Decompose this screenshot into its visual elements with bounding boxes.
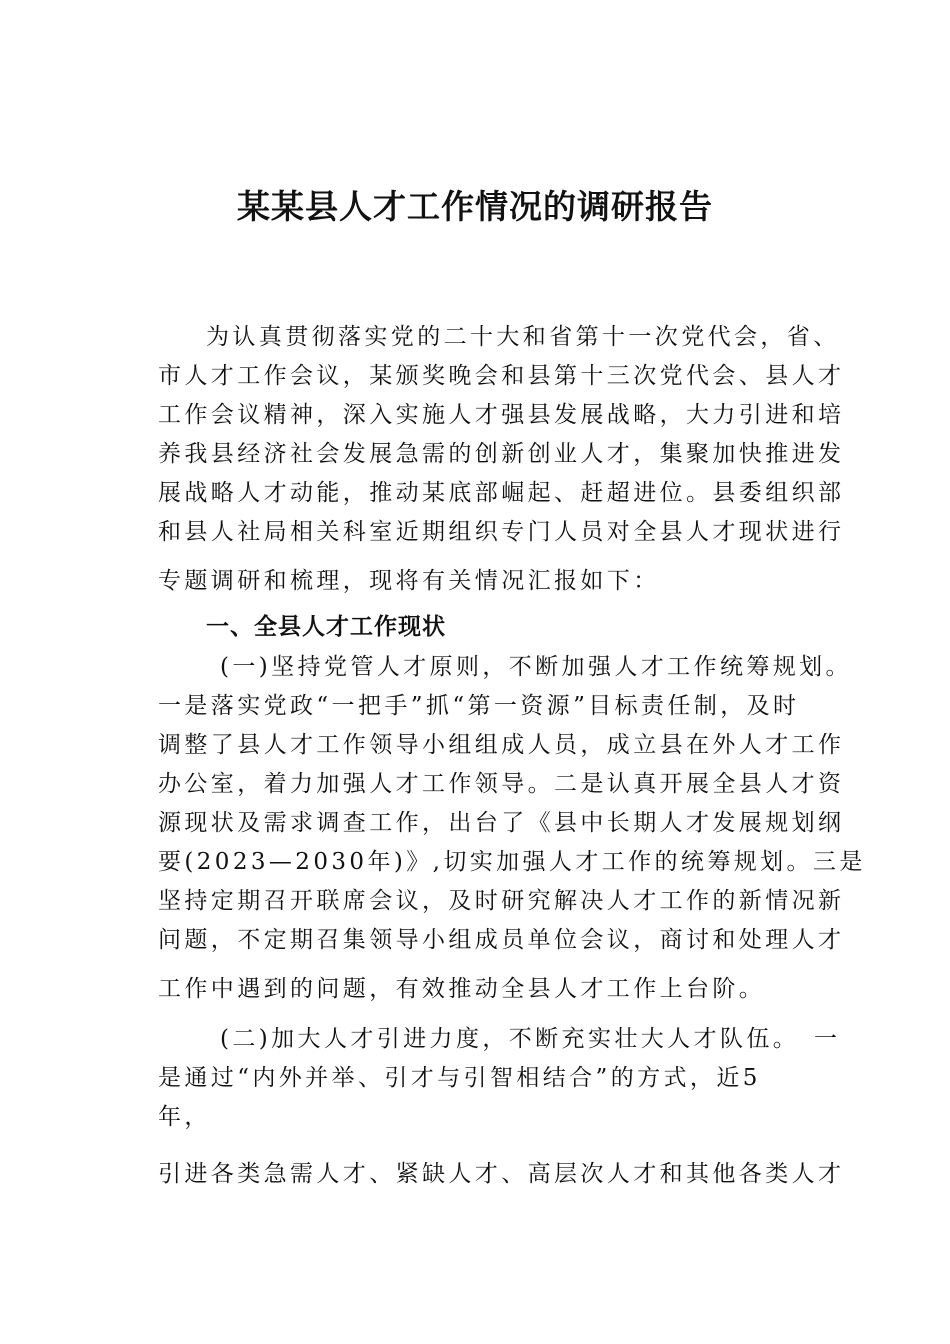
paragraph-line: 和县人社局相关科室近期组织专门人员对全县人才现状进行 — [158, 519, 845, 545]
paragraph-line: 调整了县人才工作领导小组组成人员，成立县在外人才工作 — [158, 732, 845, 758]
paragraph-line: 年， — [158, 1104, 211, 1130]
paragraph-line: 要(2023—2030年)》,切实加强人才工作的统筹规划。三是 — [158, 849, 866, 875]
paragraph-line: 办公室，着力加强人才工作领导。二是认真开展全县人才资 — [158, 771, 845, 797]
paragraph-line: 是通过“内外并举、引才与引智相结合”的方式，近5 — [158, 1065, 761, 1091]
paragraph-line: 引进各类急需人才、紧缺人才、高层次人才和其他各类人才 — [158, 1161, 845, 1187]
paragraph-line: 为认真贯彻落实党的二十大和省第十一次党代会，省、 — [206, 324, 840, 350]
document-title: 某某县人才工作情况的调研报告 — [237, 187, 713, 226]
paragraph-line: 源现状及需求调查工作，出台了《县中长期人才发展规划纲 — [158, 810, 845, 836]
section1-part1-paragraph — [158, 648, 866, 1009]
section-heading — [158, 608, 820, 647]
paragraph-line: (一)坚持党管人才原则，不断加强人才工作统筹规划。 — [220, 654, 852, 680]
paragraph-line: 养我县经济社会发展急需的创新创业人才，集聚加快推进发 — [158, 441, 845, 467]
paragraph-line: 专题调研和梳理，现将有关情况汇报如下： — [158, 568, 660, 594]
paragraph-line: 坚持定期召开联席会议，及时研究解决人才工作的新情况新 — [158, 888, 845, 914]
paragraph-line: 展战略人才动能，推动某底部崛起、赶超进位。县委组织部 — [158, 480, 845, 506]
paragraph-line: 问题，不定期召集领导小组成员单位会议，商讨和处理人才 — [158, 927, 845, 953]
intro-paragraph — [158, 318, 845, 601]
section1-part2-paragraph — [158, 1020, 845, 1194]
paragraph-line: 市人才工作会议，某颁奖晚会和县第十三次党代会、县人才 — [158, 363, 845, 389]
section-heading-text: 一、全县人才工作现状 — [206, 614, 446, 640]
paragraph-line: 一是落实党政“一把手”抓“第一资源”目标责任制，及时 — [158, 693, 800, 719]
paragraph-line: 工作会议精神，深入实施人才强县发展战略，大力引进和培 — [158, 402, 845, 428]
paragraph-line: (二)加大人才引进力度，不断充实壮大人才队伍。 一 — [220, 1026, 841, 1052]
paragraph-line: 工作中遇到的问题，有效推动全县人才工作上台阶。 — [158, 976, 766, 1002]
